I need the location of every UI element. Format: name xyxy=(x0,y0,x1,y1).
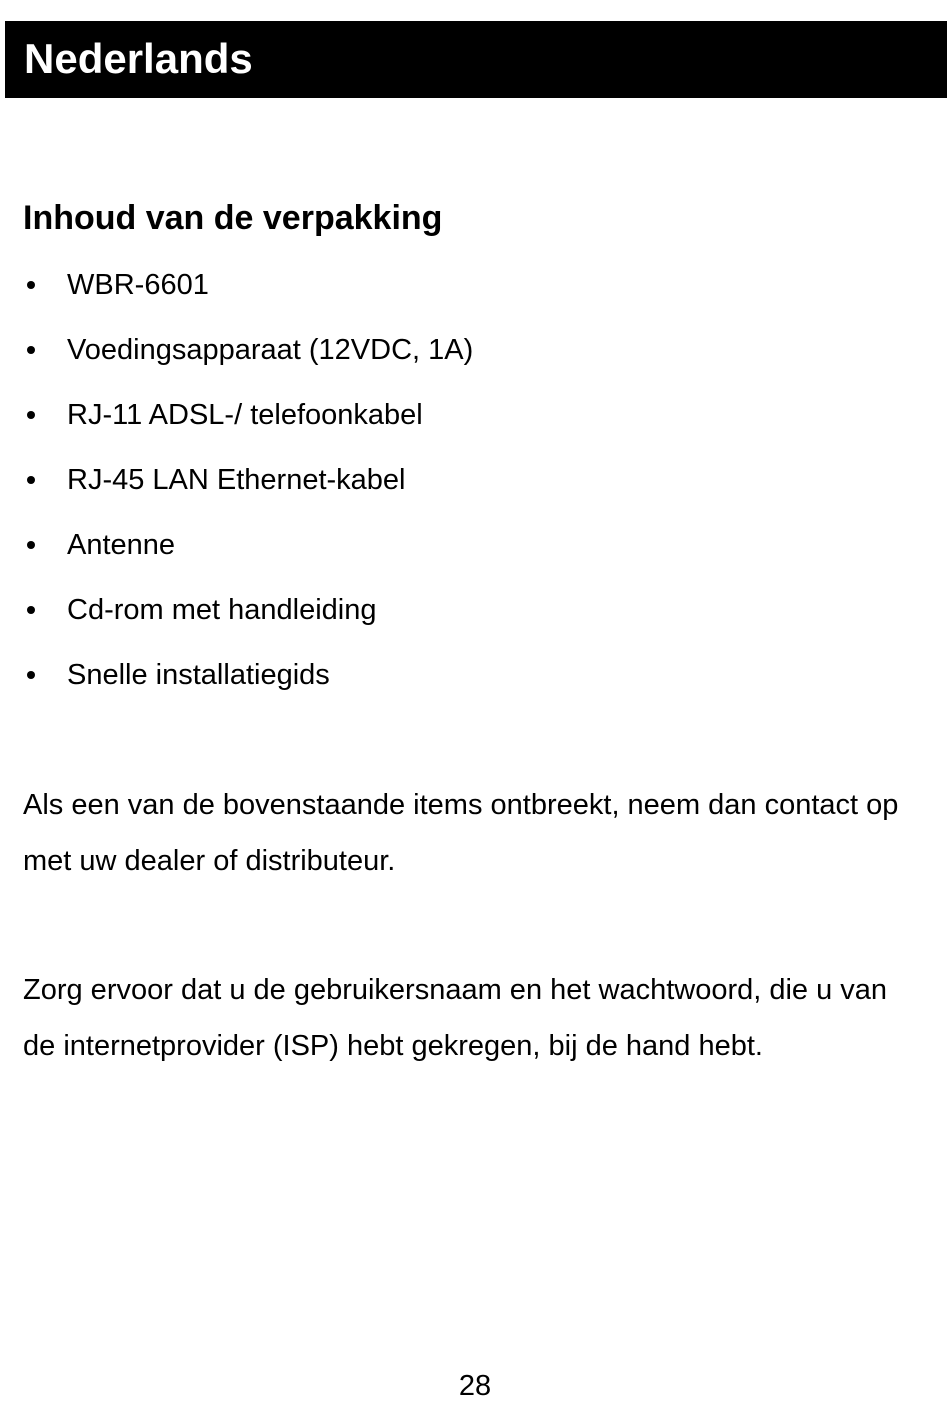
package-contents-list xyxy=(23,264,473,719)
list-item-text: Antenne xyxy=(67,529,176,561)
package-contents-heading: Inhoud van de verpakking xyxy=(23,199,443,237)
bullet-icon xyxy=(27,606,35,614)
list-item xyxy=(23,329,473,394)
list-item xyxy=(23,589,473,654)
list-item-text: WBR-6601 xyxy=(67,269,209,301)
list-item-text: Voedingsapparaat (12VDC, 1A) xyxy=(67,334,474,366)
list-item-text: RJ-11 ADSL-/ telefoonkabel xyxy=(67,399,423,431)
list-item xyxy=(23,524,473,589)
language-header-bar xyxy=(5,21,947,98)
isp-credentials-paragraph: Zorg ervoor dat u de gebruikersnaam en het wachtwoord, die u van de internetprovider (ISP) hebt gekregen, bij de hand hebt. xyxy=(23,974,888,1062)
list-item-text: RJ-45 LAN Ethernet-kabel xyxy=(67,464,406,496)
list-item xyxy=(23,394,473,459)
list-item-text: Snelle installatiegids xyxy=(67,659,330,691)
bullet-icon xyxy=(27,671,35,679)
bullet-icon xyxy=(27,476,35,484)
missing-items-paragraph: Als een van de bovenstaande items ontbreekt, neem dan contact op met uw dealer of distributeur. xyxy=(23,789,899,877)
list-item-text: Cd-rom met handleiding xyxy=(67,594,377,626)
list-item xyxy=(23,654,473,719)
list-item xyxy=(23,264,473,329)
page-number: 28 xyxy=(458,1370,492,1402)
bullet-icon xyxy=(27,411,35,419)
bullet-icon xyxy=(27,281,35,289)
language-title: Nederlands xyxy=(24,35,253,82)
bullet-icon xyxy=(27,346,35,354)
bullet-icon xyxy=(27,541,35,549)
list-item xyxy=(23,459,473,524)
